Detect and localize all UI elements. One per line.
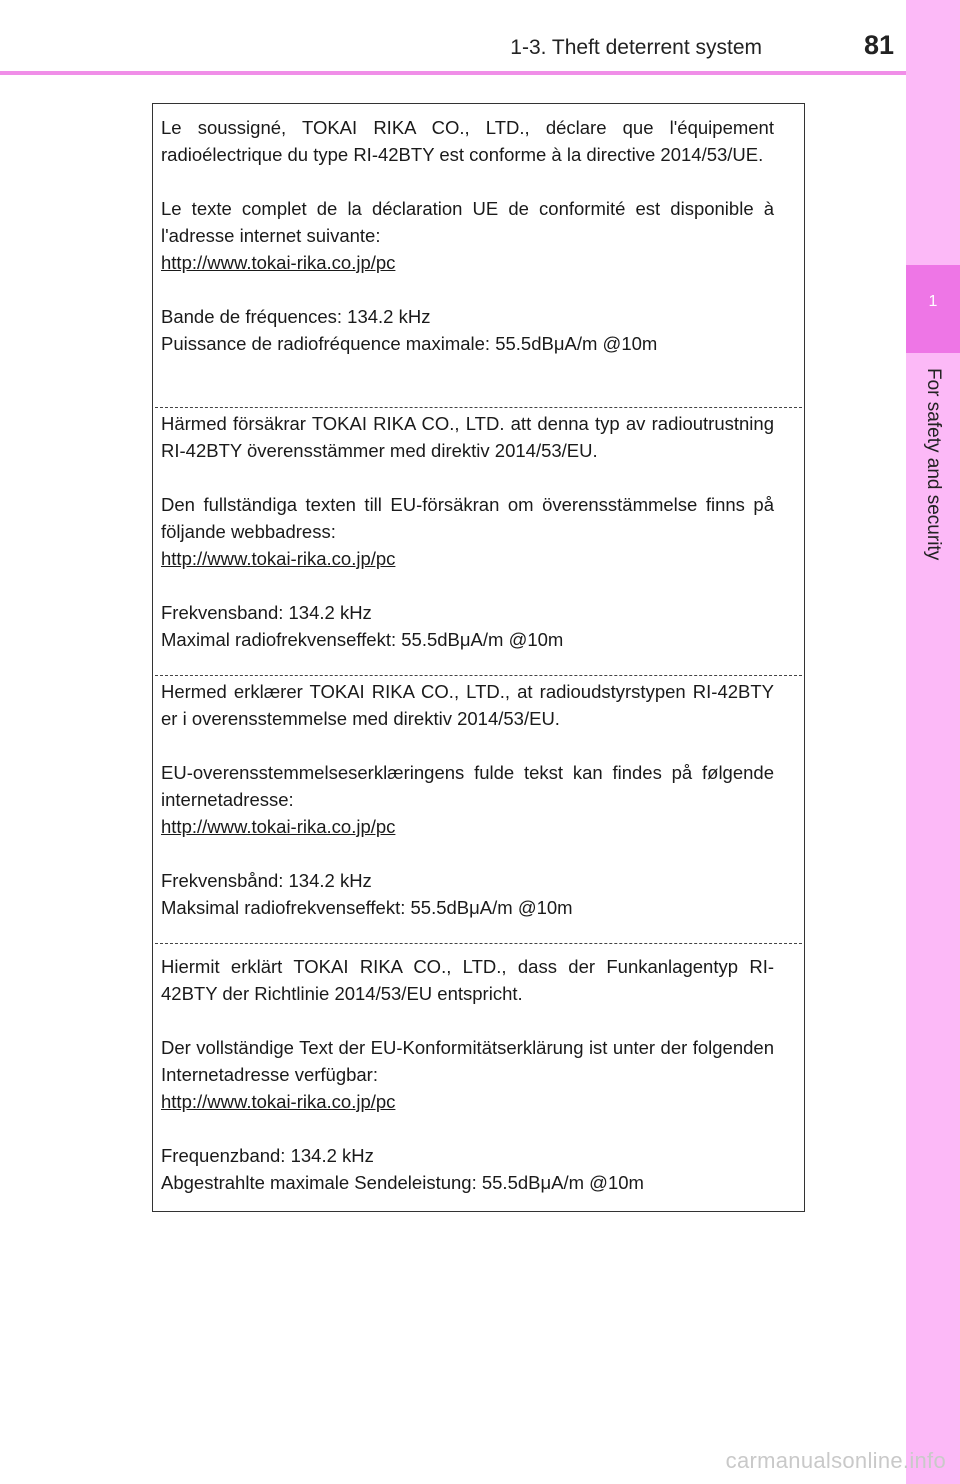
declaration-frequency: Bande de fréquences: 134.2 kHz — [161, 306, 431, 327]
chapter-number-box — [906, 265, 960, 353]
declaration-url[interactable]: http://www.tokai-rika.co.jp/pc — [161, 816, 396, 837]
declaration-frequency: Frekvensband: 134.2 kHz — [161, 602, 372, 623]
declaration-power: Maksimal radiofrekvenseffekt: 55.5dBμA/m @10m — [161, 897, 573, 918]
page-number: 81 — [863, 30, 894, 60]
declaration-danish — [153, 678, 804, 921]
declaration-french — [153, 114, 804, 357]
section-title: 1-3. Theft deterrent system — [510, 36, 762, 59]
declaration-statement: Le soussigné, TOKAI RIKA CO., LTD., déclare que l'équipement radioélectrique du type RI-42BTY est conforme à la directive 2014/53/UE. — [161, 117, 774, 165]
declaration-availability: EU-overensstemmelseserklæringens fulde tekst kan findes på følgende internetadresse: — [161, 762, 774, 810]
declaration-availability: Den fullständiga texten till EU-försäkran om överensstämmelse finns på följande webbadress: — [161, 494, 774, 542]
chapter-number: 1 — [928, 293, 938, 310]
declaration-url[interactable]: http://www.tokai-rika.co.jp/pc — [161, 1091, 396, 1112]
declaration-statement: Härmed försäkrar TOKAI RIKA CO., LTD. att denna typ av radioutrustning RI-42BTY överensstämmer med direktiv 2014/53/EU. — [161, 413, 774, 461]
declaration-german — [153, 953, 804, 1196]
declaration-url[interactable]: http://www.tokai-rika.co.jp/pc — [161, 548, 396, 569]
section-divider — [155, 675, 802, 676]
page-header — [0, 0, 906, 76]
declaration-frequency: Frekvensbånd: 134.2 kHz — [161, 870, 372, 891]
declaration-power: Abgestrahlte maximale Sendeleistung: 55.5dBμA/m @10m — [161, 1172, 644, 1193]
declaration-url[interactable]: http://www.tokai-rika.co.jp/pc — [161, 252, 396, 273]
declaration-box — [152, 103, 805, 1212]
declaration-statement: Hiermit erklärt TOKAI RIKA CO., LTD., dass der Funkanlagentyp RI-42BTY der Richtlinie 2014/53/EU entspricht. — [161, 956, 774, 1004]
header-rule — [0, 71, 906, 75]
declaration-statement: Hermed erklærer TOKAI RIKA CO., LTD., at radioudstyrstypen RI-42BTY er i overensstemmelse med direktiv 2014/53/EU. — [161, 681, 774, 729]
declaration-power: Puissance de radiofréquence maximale: 55.5dBμA/m @10m — [161, 333, 658, 354]
section-divider — [155, 943, 802, 944]
declaration-swedish — [153, 410, 804, 653]
declaration-frequency: Frequenzband: 134.2 kHz — [161, 1145, 374, 1166]
section-divider — [155, 407, 802, 408]
declaration-availability: Der vollständige Text der EU-Konformitätserklärung ist unter der folgenden Internetadresse verfügbar: — [161, 1037, 774, 1085]
chapter-title: For safety and security — [923, 368, 944, 561]
watermark: carmanualsonline.info — [725, 1448, 946, 1473]
declaration-availability: Le texte complet de la déclaration UE de conformité est disponible à l'adresse internet suivante: — [161, 198, 774, 246]
declaration-power: Maximal radiofrekvenseffekt: 55.5dBμA/m @10m — [161, 629, 564, 650]
chapter-side-tab — [906, 0, 960, 1484]
